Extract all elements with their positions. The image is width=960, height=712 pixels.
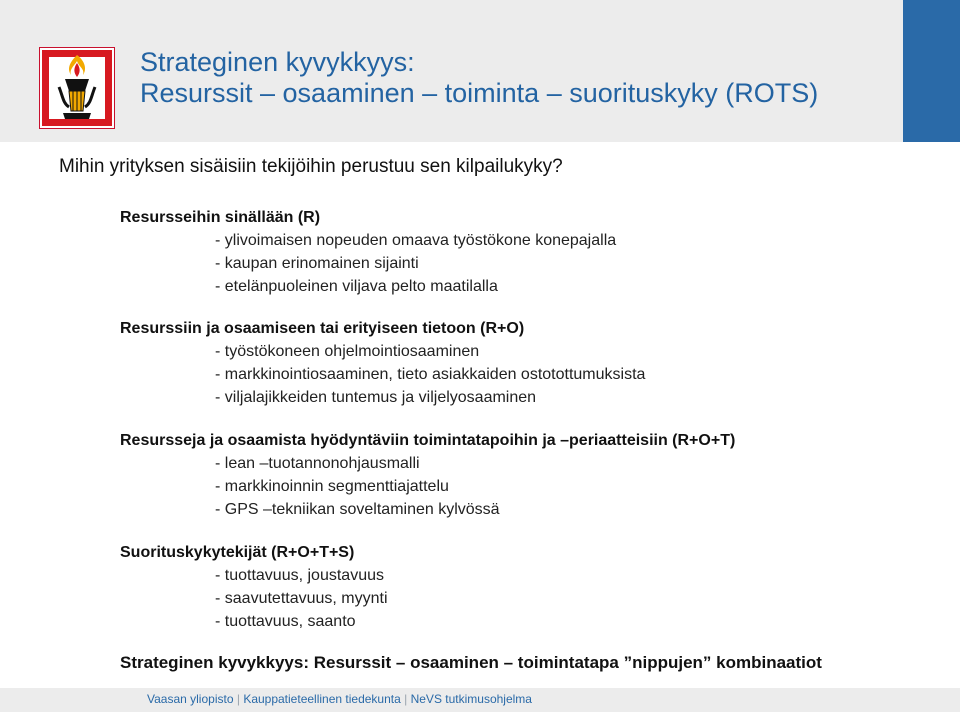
list-item: - tuottavuus, saanto: [215, 613, 356, 630]
list-item: - saavutettavuus, myynti: [215, 590, 388, 607]
list-item: - kaupan erinomainen sijainti: [215, 255, 419, 272]
list-item: - GPS –tekniikan soveltaminen kylvössä: [215, 501, 500, 518]
footer-university: Vaasan yliopisto: [147, 692, 234, 706]
section-performance: [120, 541, 388, 633]
title-line-1: Strateginen kyvykkyys:: [140, 47, 415, 77]
footer-program: NeVS tutkimusohjelma: [410, 692, 532, 706]
section-heading: Resurssiin ja osaamiseen tai erityiseen tietoon (R+O): [120, 320, 525, 337]
list-item: - markkinointiosaaminen, tieto asiakkaiden ostotottumuksista: [215, 366, 646, 383]
section-heading: Resursseihin sinällään (R): [120, 209, 321, 226]
footer-faculty: Kauppatieteellinen tiedekunta: [243, 692, 401, 706]
question-text: Mihin yrityksen sisäisiin tekijöihin perustuu sen kilpailukyky?: [59, 156, 563, 177]
list-item: - tuottavuus, joustavuus: [215, 567, 384, 584]
section-resources: [120, 206, 616, 298]
title-line-2: Resurssit – osaaminen – toiminta – suorituskyky (ROTS): [140, 78, 819, 108]
section-heading: Suorituskykytekijät (R+O+T+S): [120, 544, 355, 561]
list-item: - lean –tuotannonohjausmalli: [215, 455, 420, 472]
list-item: - työstökoneen ohjelmointiosaaminen: [215, 343, 480, 360]
footer: [147, 692, 532, 707]
section-resources-knowledge: [120, 317, 645, 409]
list-item: - markkinoinnin segmenttiajattelu: [215, 478, 449, 495]
page-title: [140, 47, 818, 109]
footer-separator: |: [236, 692, 240, 706]
list-item: - etelänpuoleinen viljava pelto maatilalla: [215, 278, 498, 295]
header-accent-bar: [903, 0, 960, 142]
section-heading: Resursseja ja osaamista hyödyntäviin toimintatapoihin ja –periaatteisiin (R+O+T): [120, 432, 736, 449]
section-practices: [120, 429, 735, 521]
list-item: - ylivoimaisen nopeuden omaava työstökone konepajalla: [215, 232, 617, 249]
footer-separator: |: [404, 692, 408, 706]
list-item: - viljalajikkeiden tuntemus ja viljelyosaaminen: [215, 389, 537, 406]
university-torch-logo: [39, 47, 115, 129]
conclusion-text: Strateginen kyvykkyys: Resurssit – osaaminen – toimintatapa ”nippujen” kombinaatiot: [120, 653, 822, 672]
